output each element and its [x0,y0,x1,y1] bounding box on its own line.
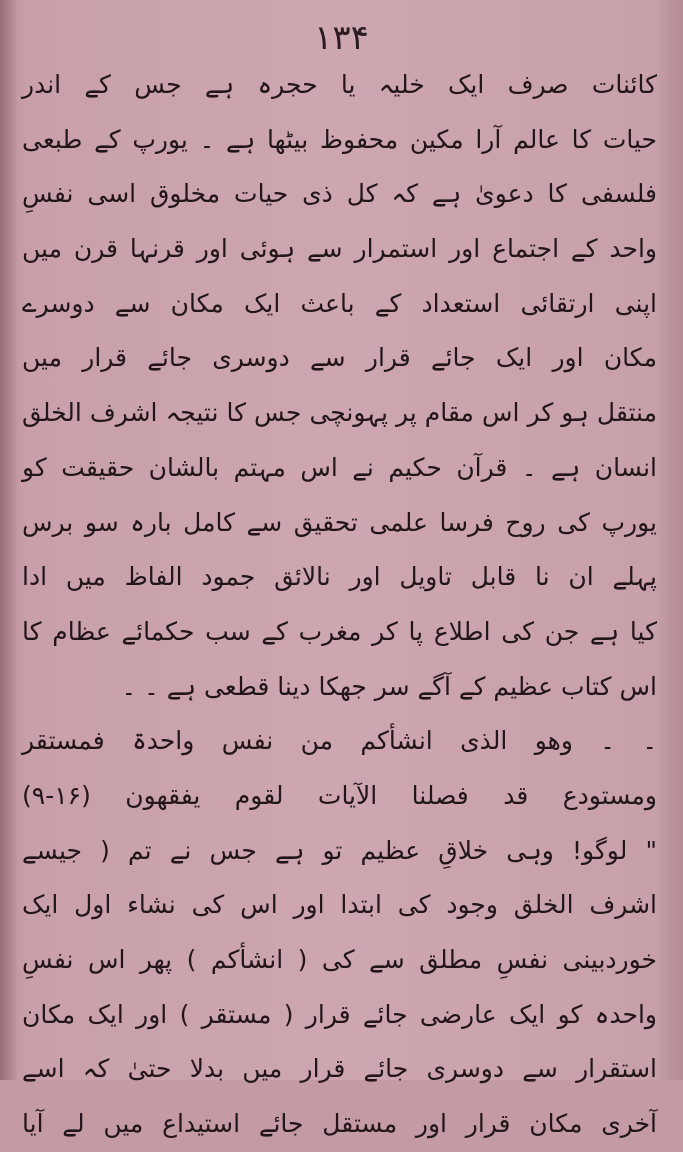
text-line: منتقل ہو کر اس مقام پر پہونچی جس کا نتیجہ اشرف الخلق [22,398,657,428]
text-line: واحدہ کو ایک عارضی جائے قرار ( مستقر ) اور ایک مکان [22,999,657,1029]
text-line: اس کتاب عظیم کے آگے سر جھکا دینا قطعی ہے ۔ ۔ [121,671,657,701]
text-line: واحد کے اجتماع اور استمرار سے ہوئی اور قرنہا قرن میں [22,234,657,264]
text-line: حیات کا عالم آرا مکین محفوظ بیٹھا ہے ۔ یورپ کے طبعی [22,124,657,154]
text-line: انسان ہے ۔ قرآن حکیم نے اس مہتم بالشان حقیقت کو [22,452,657,482]
page-number: ۱۳۴ [314,18,369,58]
spine-shadow [0,0,18,1080]
text-line: " لوگو! وہی خلاقِ عظیم تو ہے جس نے تم ( جیسے [22,835,657,865]
text-line: کائنات صرف ایک خلیہ یا حجرہ ہے جس کے اندر [22,70,657,99]
text-line: اشرف الخلق وجود کی ابتدا اور اس کی نشاء اول ایک [22,890,657,920]
text-line: آخری مکان قرار اور مستقل جائے استیداع میں لے آیا [22,1109,657,1139]
text-line: کیا ہے جن کی اطلاع پا کر مغرب کے سب حکمائے عظام کا [22,616,657,646]
text-line: پہلے ان نا قابل تاویل اور نالائق جمود الفاظ میں ادا [22,562,657,592]
text-line: یورپ کی روح فرسا علمی تحقیق سے کامل بارہ سو برس [22,507,657,537]
text-line: استقرار سے دوسری جائے قرار میں بدلا حتیٰ کہ اسے [22,1054,657,1084]
text-line: مکان اور ایک جائے قرار سے دوسری جائے قرار میں [22,343,657,373]
text-line: اپنی ارتقائی استعداد کے باعث ایک مکان سے دوسرے [22,288,657,318]
text-line: خوردبینی نفسِ مطلق سے کی ( انشأکم ) پھر اس نفسِ [22,945,657,974]
text-line: فلسفی کا دعویٰ ہے کہ کل ذی حیات مخلوق اسی نفسِ [22,179,657,209]
text-line: ۔ ۔ وھو الذی انشأکم من نفس واحدۃ فمستقر [22,726,657,756]
urdu-text-block [22,58,657,1139]
text-line: ومستودع قد فصلنا الآیات لقوم یفقھون (۱۶-۹) [22,780,657,810]
